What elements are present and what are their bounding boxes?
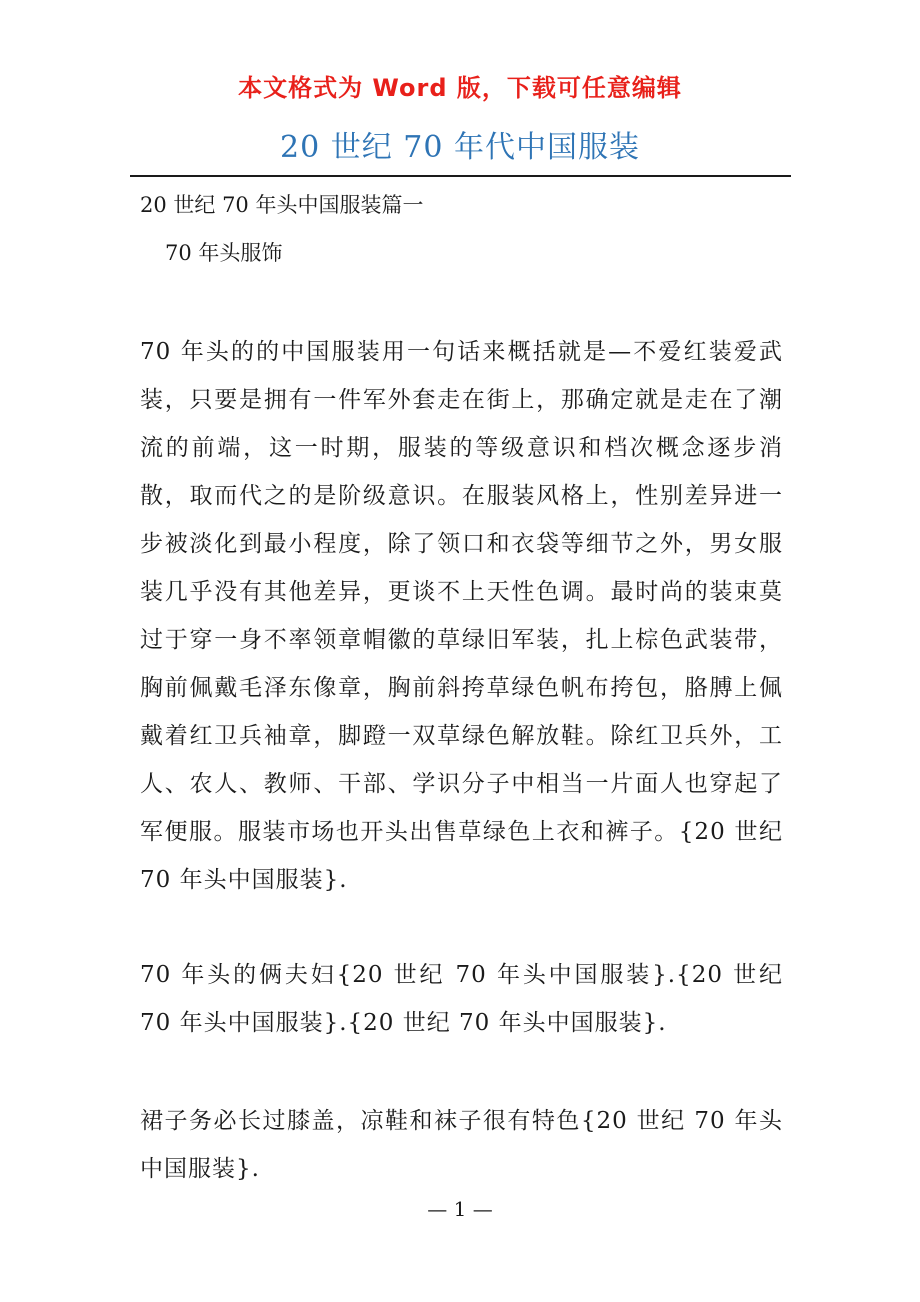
section-heading: 20 世纪 70 年头中国服装篇一 bbox=[140, 193, 424, 217]
page-number: — 1 — bbox=[427, 1197, 493, 1221]
sub-heading: 70 年头服饰 bbox=[165, 241, 283, 265]
title-divider bbox=[130, 175, 791, 177]
body-paragraph: 裙子务必长过膝盖，凉鞋和袜子很有特色{20 世纪 70 年头中国服装}. bbox=[140, 1108, 783, 1182]
body-paragraph: 70 年头的的中国服装用一句话来概括就是—不爱红装爱武装，只要是拥有一件军外套走在街上，那确定就是走在了潮流的前端，这一时期，服装的等级意识和档次概念逐步消散，取而代之的是阶级意识。在服装风格上，性别差异进一步被淡化到最小程度，除了领口和衣袋等细节之外，男女服装几乎没有其他差异，更谈不上天性色调。最时尚的装束莫过于穿一身不率领章帽徽的草绿旧军装，扎上棕色武装带，胸前佩戴毛泽东像章，胸前斜挎草绿色帆布挎包，胳膊上佩戴着红卫兵袖章，脚蹬一双草绿色解放鞋。除红卫兵外，工人、农人、教师、干部、学识分子中相当一片面人也穿起了军便服。服装市场也开头出售草绿色上衣和裤子。{20 世纪 70 年头中国服装}. bbox=[140, 339, 783, 893]
body-paragraph: 70 年头的俩夫妇{20 世纪 70 年头中国服装}.{20 世纪 70 年头中国服装}.{20 世纪 70 年头中国服装}. bbox=[140, 962, 783, 1036]
document-title: 20 世纪 70 年代中国服装 bbox=[280, 130, 640, 165]
format-notice: 本文格式为 Word 版，下载可任意编辑 bbox=[238, 74, 682, 102]
